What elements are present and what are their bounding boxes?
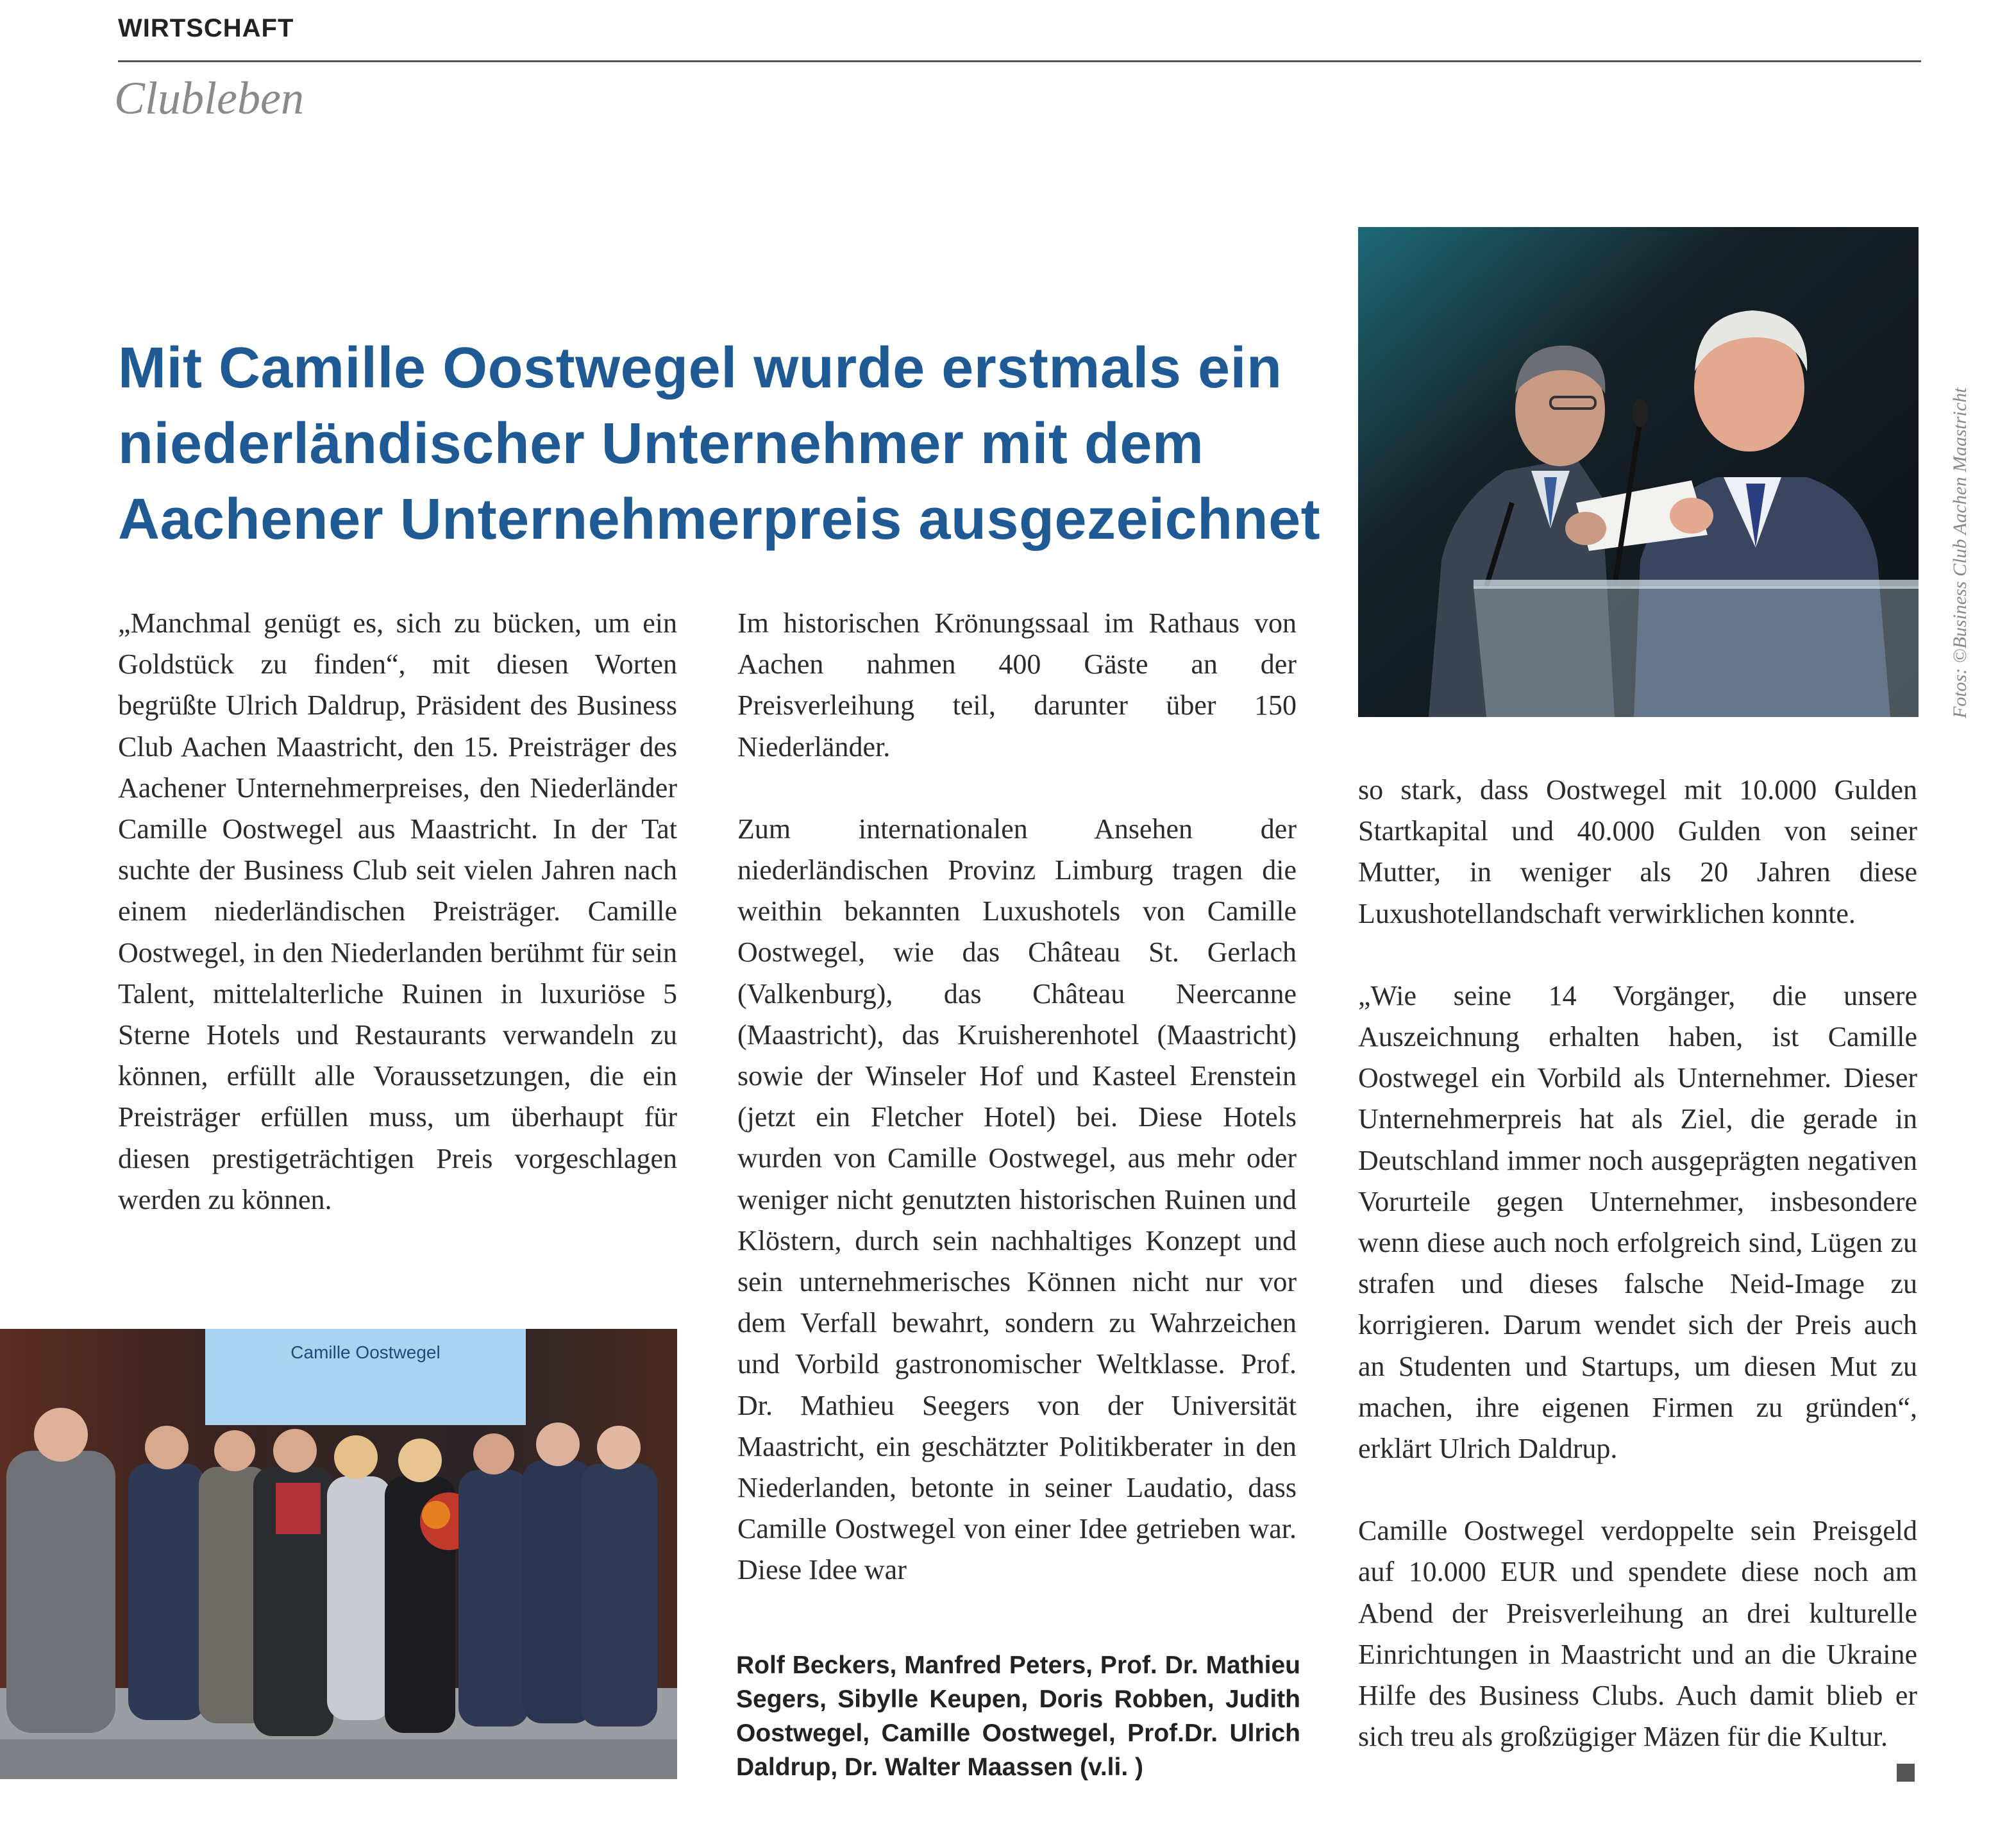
headline-line: Mit Camille Oostwegel wurde erstmals ein [118, 336, 1282, 400]
paragraph: „Manchmal genügt es, sich zu bücken, um ein Goldstück zu finden“, mit diesen Worten begrüßte Ulrich Daldrup, Präsident des Business Club Aachen Maastricht, den 15. Preisträger des Aachener Unternehmerpreises, den Niederländer Camille Oostwegel aus Maastricht. In der Tat suchte der Business Club seit vielen Jahren nach einem niederländischen Preisträger. Camille Oostwegel, in den Niederlanden berühmt für sein Talent, mittelalterliche Ruinen in luxuriöse 5 Sterne Hotels und Restaurants verwandeln zu können, erfüllt alle Voraussetzungen, die ein Preisträger erfüllen muss, um überhaupt für diesen prestigeträchtigen Preis vorgeschlagen werden zu können. [118, 607, 677, 1215]
headline-line: niederländischer Unternehmer mit dem [118, 412, 1204, 476]
paragraph: „Wie seine 14 Vorgänger, die unsere Auszeichnung erhalten haben, ist Camille Oostwegel ein Vorbild als Unternehmer. Dieser Unternehmerpreis hat als Ziel, die gerade in Deutschland immer noch ausgeprägten negativen Vorurteile gegen Unternehmer, insbesondere wenn diese auch noch erfolgreich sind, Lügen zu strafen und dieses falsche Neid-Image zu korrigieren. Darum wendet sich der Preis auch an Studenten und Startups, um diesen Mut zu machen, ihre eigenen Firmen zu gründen“, erklärt Ulrich Daldrup. [1358, 979, 1917, 1465]
group-illustration [0, 1329, 677, 1779]
group-photo [0, 1329, 677, 1779]
end-mark [1897, 1764, 1915, 1782]
article-headline [118, 330, 1336, 557]
paragraph: Camille Oostwegel verdoppelte sein Preisgeld auf 10.000 EUR und spendete diese noch am Abend der Preisverleihung an drei kulturelle Einrichtungen in Maastricht und an die Ukraine Hilfe des Business Clubs. Auch damit blieb er sich treu als großzügiger Mäzen für die Kultur. [1358, 1515, 1917, 1753]
article-column-1 [118, 603, 677, 1220]
paragraph: so stark, dass Oostwegel mit 10.000 Gulden Startkapital und 40.000 Gulden von seiner Mutter, in weniger als 20 Jahren diese Luxushotellandschaft verwirklichen konnte. [1358, 774, 1917, 929]
photo-credit: Fotos: ©Business Club Aachen Maastricht [1949, 387, 1970, 718]
screen-text: Camille Oostwegel [290, 1342, 441, 1362]
speakers-illustration [1358, 227, 1919, 717]
subsection-title: Clubleben [114, 72, 304, 124]
photo-caption: Rolf Beckers, Manfred Peters, Prof. Dr. Mathieu Segers, Sibylle Keupen, Doris Robben, Judith Oostwegel, Camille Oostwegel, Prof.Dr. Ulrich Daldrup, Dr. Walter Maassen (v.li. ) [736, 1651, 1300, 1781]
headline-line: Aachener Unternehmerpreis ausgezeichnet [118, 487, 1321, 552]
article-column-2 [737, 603, 1297, 1591]
speakers-photo [1358, 227, 1919, 717]
paragraph: Zum internationalen Ansehen der niederländischen Provinz Limburg tragen die weithin bekannten Luxushotels von Camille Oostwegel, wie das Château St. Gerlach (Valkenburg), das Château Neercanne (Maastricht), das Kruisherenhotel (Maastricht) sowie der Winseler Hof und Kasteel Erenstein (jetzt ein Fletcher Hotel) bei. Diese Hotels wurden von Camille Oostwegel, aus mehr oder weniger nicht genutzten historischen Ruinen und Klöstern, durch sein nachhaltiges Konzept und sein unternehmerisches Können nicht nur vor dem Verfall bewahrt, sondern zu Wahrzeichen und Vorbild gastronomischer Weltklasse. Prof. Dr. Mathieu Seegers von der Universität Maastricht, ein geschätzter Politikberater in den Niederlanden, betonte in seiner Laudatio, dass Camille Oostwegel von einer Idee getrieben war. Diese Idee war [737, 813, 1297, 1586]
header-rule [118, 60, 1921, 62]
article-column-3 [1358, 770, 1917, 1757]
section-label: WIRTSCHAFT [118, 14, 294, 42]
paragraph: Im historischen Krönungssaal im Rathaus von Aachen nahmen 400 Gäste an der Preisverleihung teil, darunter über 150 Niederländer. [737, 607, 1297, 763]
